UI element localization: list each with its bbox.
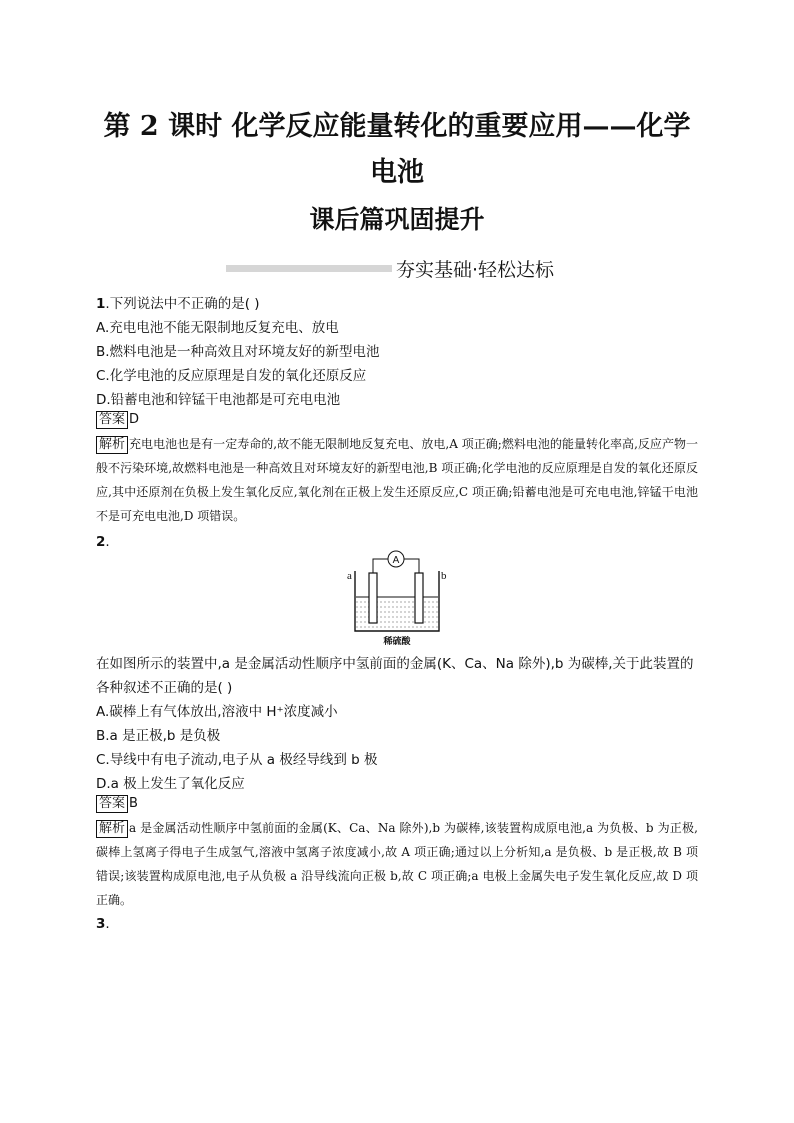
electrode-b-label: b <box>441 570 447 582</box>
solution-caption: 稀硫酸 <box>383 637 411 647</box>
question-dot: . <box>105 534 110 550</box>
electrode-a <box>369 573 377 623</box>
q1-option-a: A.充电电池不能无限制地反复充电、放电 <box>96 320 339 336</box>
question-3-number <box>96 916 110 932</box>
question-number: 1 <box>96 296 106 312</box>
q1-option-c: C.化学电池的反应原理是自发的氧化还原反应 <box>96 368 367 384</box>
answer-tag: 答案 <box>96 795 128 813</box>
page-subtitle: 课后篇巩固提升 <box>309 205 485 234</box>
question-1-stem <box>96 292 260 312</box>
page-title-continued: 电池 <box>370 157 424 188</box>
explanation-tag: 解析 <box>96 436 128 454</box>
answer-value: B <box>129 796 138 811</box>
q2-explanation <box>96 816 698 912</box>
question-2-stem-line1: 在如图所示的装置中,a 是金属活动性顺序中氢前面的金属(K、Ca、Na 除外),b 为碳棒,关于此装置的 <box>96 656 694 672</box>
electrode-b <box>415 573 423 623</box>
question-dot: . <box>105 916 110 932</box>
explanation-tag: 解析 <box>96 820 128 838</box>
q1-option-b: B.燃料电池是一种高效且对环境友好的新型电池 <box>96 344 380 360</box>
section-banner <box>226 256 554 280</box>
solution <box>356 597 438 630</box>
question-number: 2 <box>96 534 106 550</box>
page-title: 第 2 课时 化学反应能量转化的重要应用——化学 <box>103 111 691 142</box>
question-2-stem-line2: 各种叙述不正确的是( ) <box>96 680 233 696</box>
wire-left <box>373 559 388 573</box>
explanation-text: 充电电池也是有一定寿命的,故不能无限制地反复充电、放电,A 项正确;燃料电池的能量转化率高,反应产物一般不污染环境,故燃料电池是一种高效且对环境友好的新型电池,B 项正确;化学电池的反应原理是自发的氧化还原反应,其中还原剂在负极上发生氧化反应,氧化剂在正极上发生还原反应,C 项正确;铅蓄电池是可充电电池,锌锰干电池不是可充电电池,D 项错误。 <box>96 437 698 523</box>
question-number: 3 <box>96 916 106 932</box>
q1-option-d: D.铅蓄电池和锌锰干电池都是可充电电池 <box>96 392 341 408</box>
q1-answer <box>96 411 139 429</box>
section-banner-text: 夯实基础·轻松达标 <box>396 258 555 281</box>
question-2-number <box>96 534 110 550</box>
q2-option-b: B.a 是正极,b 是负极 <box>96 728 221 744</box>
q1-explanation <box>96 432 698 528</box>
electrode-a-label: a <box>347 570 352 582</box>
galvanic-cell-diagram <box>343 547 453 647</box>
wire-right <box>404 559 419 573</box>
galvanic-cell-figure <box>343 547 453 651</box>
q2-option-d: D.a 极上发生了氧化反应 <box>96 776 245 792</box>
answer-tag: 答案 <box>96 411 128 429</box>
q2-option-c: C.导线中有电子流动,电子从 a 极经导线到 b 极 <box>96 752 378 768</box>
banner-bar <box>226 265 392 272</box>
question-text: .下列说法中不正确的是( ) <box>105 296 260 312</box>
explanation-text: a 是金属活动性顺序中氢前面的金属(K、Ca、Na 除外),b 为碳棒,该装置构成原电池,a 为负极、b 为正极,碳棒上氢离子得电子生成氢气,溶液中氢离子浓度减小,故 A 项正确;通过以上分析知,a 是负极、b 是正极,故 B 项错误;该装置构成原电池,电子从负极 a 沿导线流向正极 b,故 C 项正确;a 电极上金属失电子发生氧化反应,故 D 项正确。 <box>96 821 698 907</box>
q2-option-a: A.碳棒上有气体放出,溶液中 H⁺浓度减小 <box>96 704 338 720</box>
ammeter-label: A <box>392 555 400 566</box>
q2-answer <box>96 795 138 813</box>
answer-value: D <box>129 412 140 427</box>
